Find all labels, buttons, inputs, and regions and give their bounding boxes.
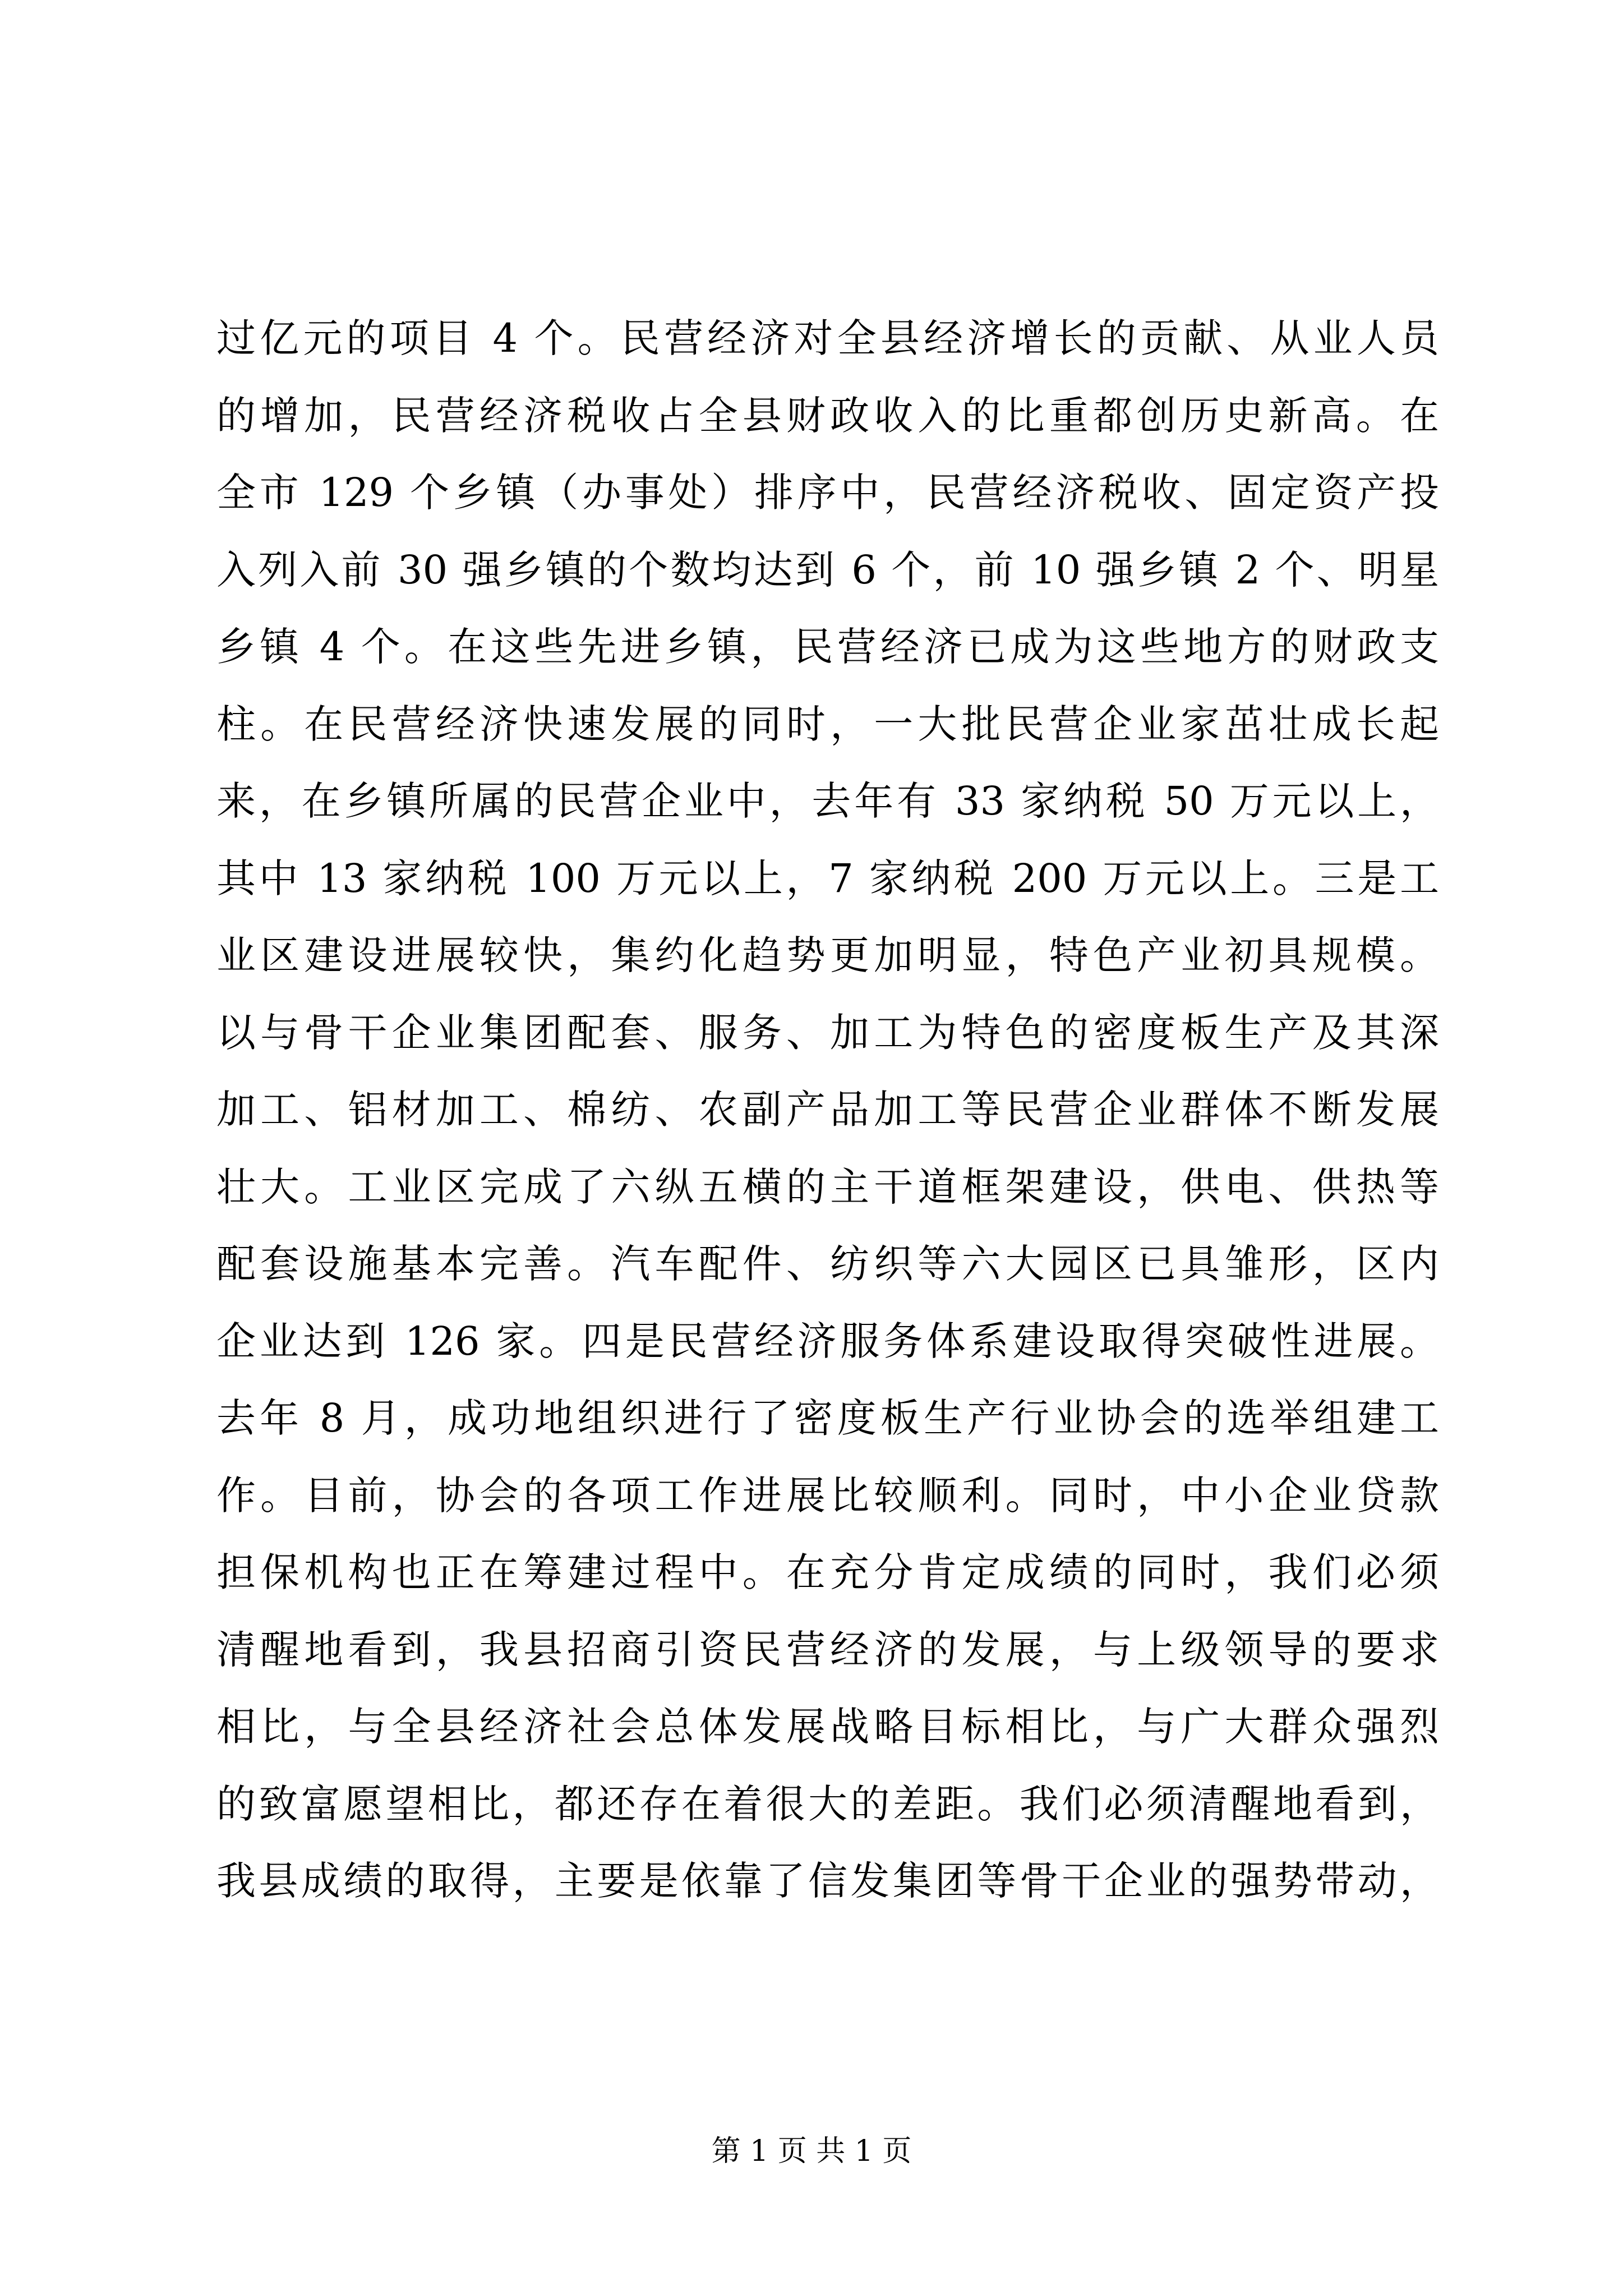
text-line: 乡镇 4 个。在这些先进乡镇，民营经济已成为这些地方的财政支 — [216, 624, 1439, 670]
text-line: 去年 8 月，成功地组织进行了密度板生产行业协会的选举组建工 — [216, 1395, 1439, 1441]
text-line: 我县成绩的取得，主要是依靠了信发集团等骨干企业的强势带动， — [216, 1858, 1439, 1904]
text-line: 作。目前，协会的各项工作进展比较顺利。同时，中小企业贷款 — [216, 1472, 1439, 1519]
text-line: 加工、铝材加工、棉纺、农副产品加工等民营企业群体不断发展 — [216, 1087, 1439, 1133]
text-line: 相比，与全县经济社会总体发展战略目标相比，与广大群众强烈 — [216, 1704, 1439, 1750]
text-line: 过亿元的项目 4 个。民营经济对全县经济增长的贡献、从业人员 — [216, 315, 1439, 361]
text-line: 以与骨干企业集团配套、服务、加工为特色的密度板生产及其深 — [216, 1009, 1439, 1056]
text-line: 企业达到 126 家。四是民营经济服务体系建设取得突破性进展。 — [216, 1318, 1439, 1364]
text-line: 配套设施基本完善。汽车配件、纺织等六大园区已具雏形，区内 — [216, 1241, 1439, 1287]
text-line: 担保机构也正在筹建过程中。在充分肯定成绩的同时，我们必须 — [216, 1549, 1439, 1595]
text-line: 入列入前 30 强乡镇的个数均达到 6 个，前 10 强乡镇 2 个、明星 — [216, 546, 1439, 593]
text-line: 的致富愿望相比，都还存在着很大的差距。我们必须清醒地看到， — [216, 1780, 1439, 1827]
text-line: 清醒地看到，我县招商引资民营经济的发展，与上级领导的要求 — [216, 1626, 1439, 1673]
text-line: 业区建设进展较快，集约化趋势更加明显，特色产业初具规模。 — [216, 932, 1439, 978]
page-number-label: 第 1 页 共 1 页 — [711, 2134, 912, 2168]
page-footer — [0, 2132, 1623, 2171]
text-line: 来，在乡镇所属的民营企业中，去年有 33 家纳税 50 万元以上， — [216, 778, 1439, 824]
text-line: 壮大。工业区完成了六纵五横的主干道框架建设，供电、供热等 — [216, 1163, 1439, 1210]
body-text — [216, 300, 1439, 1920]
text-line: 柱。在民营经济快速发展的同时，一大批民营企业家茁壮成长起 — [216, 701, 1439, 747]
text-line: 其中 13 家纳税 100 万元以上，7 家纳税 200 万元以上。三是工 — [216, 855, 1439, 901]
text-line: 的增加，民营经济税收占全县财政收入的比重都创历史新高。在 — [216, 392, 1439, 439]
text-line: 全市 129 个乡镇（办事处）排序中，民营经济税收、固定资产投 — [216, 470, 1439, 516]
